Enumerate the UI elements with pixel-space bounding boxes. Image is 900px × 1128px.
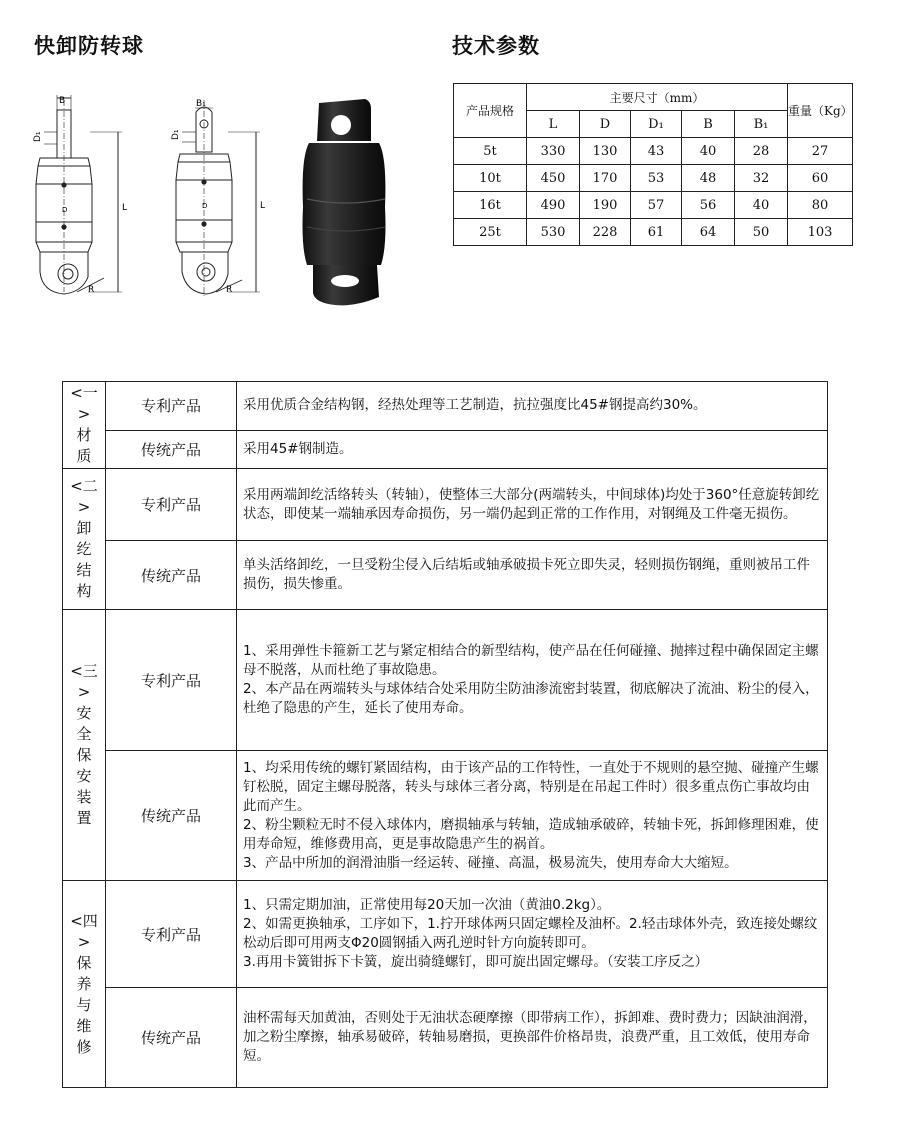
cell-l: 450 — [527, 165, 580, 192]
kind-traditional: 传统产品 — [106, 751, 237, 881]
cell-d1: 53 — [631, 165, 682, 192]
desc-line: 采用两端卸纥活络转头（转轴），使整体三大部分(两端转头，中间球体)均处于360°任意旋转卸纥状态，即使某一端轴承因寿命损伤，另一端仍起到正常的工作作用，对钢绳及工件毫无损伤。 — [243, 486, 820, 522]
kind-traditional: 传统产品 — [106, 430, 237, 468]
cell-weight: 27 — [788, 138, 853, 165]
desc-line: 采用优质合金结构钢，经热处理等工艺制造，抗拉强度比45#钢提高约30%。 — [243, 397, 707, 414]
cell-l: 530 — [527, 219, 580, 246]
product-photo — [295, 97, 395, 309]
label-r: R — [226, 285, 233, 295]
table-row — [454, 165, 853, 192]
cell-b1: 40 — [735, 192, 788, 219]
desc-line: 油杯需每天加黄油，否则处于无油状态硬摩擦（即带病工作），拆卸难、费时费力；因缺油润滑，加之粉尘摩擦，轴承易破碎，转轴易磨损，更换部件价格昂贵，浪费严重，且工效低，使用寿命短。 — [243, 1010, 817, 1064]
category-shackle-structure — [63, 469, 106, 610]
kind-traditional: 传统产品 — [106, 988, 237, 1088]
cell-l: 490 — [527, 192, 580, 219]
category-label: <三> 安 全 保 安 装 置 — [70, 662, 98, 827]
cell-b1: 50 — [735, 219, 788, 246]
cell-d1: 43 — [631, 138, 682, 165]
col-b1: B₁ — [735, 111, 788, 138]
cell-b1: 32 — [735, 165, 788, 192]
label-l: L — [122, 203, 128, 213]
desc-line: 1、采用弹性卡箍新工艺与紧定相结合的新型结构，使产品在任何碰撞、抛摔过程中确保固定主螺母不脱落，从而杜绝了事故隐患。 — [243, 643, 819, 678]
desc-line: 2、如需更换轴承，工序如下，1.拧开球体两只固定螺栓及油杯。2.轻击球体外壳，致连接处螺纹松动后即可用两支Φ20圆钢插入两孔逆时针方向旋转即可。 — [243, 916, 818, 951]
kind-traditional: 传统产品 — [106, 541, 237, 610]
cell-weight: 80 — [788, 192, 853, 219]
table-row — [454, 219, 853, 246]
label-d1: D₁ — [33, 131, 43, 142]
desc-traditional — [237, 541, 828, 610]
desc-traditional — [237, 430, 828, 468]
col-d1: D₁ — [631, 111, 682, 138]
cell-b: 64 — [682, 219, 735, 246]
category-maintenance — [63, 881, 106, 1088]
desc-line: 单头活络卸纥，一旦受粉尘侵入后结垢或轴承破损卡死立即失灵，轻则损伤钢绳，重则被吊工件损伤，损失惨重。 — [243, 557, 810, 592]
cell-spec: 10t — [454, 165, 527, 192]
comparison-table — [62, 381, 828, 1088]
cell-l: 330 — [527, 138, 580, 165]
table-row — [454, 138, 853, 165]
cell-d: 228 — [580, 219, 631, 246]
category-label: <一> 材 质 — [70, 384, 98, 465]
desc-patent — [237, 382, 828, 431]
desc-line: 3.再用卡簧钳拆下卡簧，旋出骑缝螺钉，即可旋出固定螺母。（安装工序反之） — [243, 954, 709, 970]
cell-spec: 5t — [454, 138, 527, 165]
desc-line: 1、均采用传统的螺钉紧固结构，由于该产品的工作特性，一直处于不规则的悬空抛、碰撞产生螺钉松脱，固定主螺母脱落，转头与球体三者分离，特别是在吊起工件时）很多重点伤亡事故均由此而产生。 — [243, 759, 819, 814]
kind-patent: 专利产品 — [106, 881, 237, 988]
cell-d1: 61 — [631, 219, 682, 246]
params-title: 技术参数 — [452, 34, 540, 58]
cell-b: 48 — [682, 165, 735, 192]
cell-b: 40 — [682, 138, 735, 165]
col-d: D — [580, 111, 631, 138]
cell-d: 170 — [580, 165, 631, 192]
label-r: R — [88, 285, 95, 295]
label-b: B — [59, 96, 66, 106]
product-title: 快卸防转球 — [34, 34, 144, 58]
cell-weight: 103 — [788, 219, 853, 246]
desc-traditional — [237, 751, 828, 881]
cell-weight: 60 — [788, 165, 853, 192]
desc-traditional — [237, 988, 828, 1088]
desc-patent — [237, 469, 828, 541]
category-label: <二> 卸 纥 结 构 — [70, 477, 98, 600]
cell-b: 56 — [682, 192, 735, 219]
cell-d: 190 — [580, 192, 631, 219]
desc-patent — [237, 881, 828, 988]
category-material — [63, 382, 106, 469]
desc-line: 1、只需定期加油，正常使用每20天加一次油（黄油0.2kg）。 — [243, 897, 611, 913]
category-safety-device — [63, 610, 106, 881]
cell-spec: 16t — [454, 192, 527, 219]
desc-line: 2、本产品在两端转头与球体结合处采用防尘防油渗流密封装置，彻底解决了流油、粉尘的侵入，杜绝了隐患的产生，延长了使用寿命。 — [243, 681, 819, 716]
cell-d: 130 — [580, 138, 631, 165]
col-product-spec: 产品规格 — [454, 84, 527, 138]
desc-patent — [237, 610, 828, 751]
desc-line: 3、产品中所加的润滑油脂一经运转、碰撞、高温，极易流失，使用寿命大大缩短。 — [243, 854, 738, 871]
label-d: D — [202, 202, 208, 210]
cell-spec: 25t — [454, 219, 527, 246]
col-l: L — [527, 111, 580, 138]
label-d1: D₁ — [171, 129, 181, 140]
desc-line: 采用45#钢制造。 — [243, 440, 353, 457]
col-main-dimensions: 主要尺寸（mm） — [527, 84, 788, 111]
technical-drawing-side — [162, 96, 280, 306]
kind-patent: 专利产品 — [106, 469, 237, 541]
kind-patent: 专利产品 — [106, 382, 237, 431]
col-b: B — [682, 111, 735, 138]
label-b1: B₁ — [196, 99, 206, 109]
kind-patent: 专利产品 — [106, 610, 237, 751]
desc-line: 2、粉尘颗粒无时不侵入球体内，磨损轴承与转轴，造成轴承破碎，转轴卡死，拆卸修理困难，使用寿命短，维修费用高，更是事故隐患产生的祸首。 — [243, 816, 819, 852]
label-l: L — [260, 201, 266, 211]
cell-b1: 28 — [735, 138, 788, 165]
table-row — [454, 192, 853, 219]
cell-d1: 57 — [631, 192, 682, 219]
technical-drawing-front — [22, 92, 140, 302]
category-label: <四> 保 养 与 维 修 — [70, 911, 98, 1056]
spec-table — [453, 83, 853, 246]
col-weight: 重量（Kg） — [788, 84, 853, 138]
label-d: D — [62, 206, 68, 214]
